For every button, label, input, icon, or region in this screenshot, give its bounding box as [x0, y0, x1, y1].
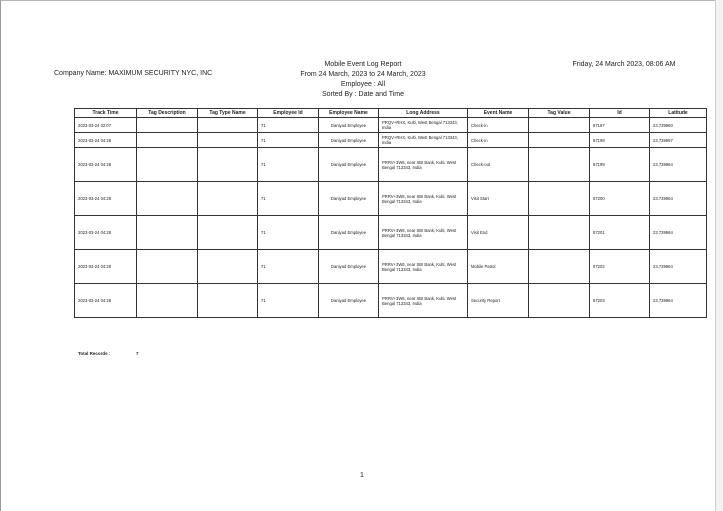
- cell-employee-name: Daniyad Employee: [319, 284, 379, 318]
- report-title: Mobile Event Log Report: [324, 61, 402, 68]
- col-latitude: Latitude: [650, 109, 707, 118]
- cell-tag-type-name: [198, 216, 258, 250]
- cell-latitude: 23.739964: [650, 250, 707, 284]
- cell-employee-name: Daniyad Employee: [319, 148, 379, 182]
- table-row: [75, 148, 707, 182]
- cell-employee-name: Daniyad Employee: [319, 182, 379, 216]
- cell-employee-id: 71: [258, 284, 319, 318]
- cell-id: 87203: [590, 284, 650, 318]
- cell-employee-name: Daniyad Employee: [319, 216, 379, 250]
- total-records-value: 7: [136, 351, 139, 356]
- table-row: [75, 118, 707, 133]
- col-tag-description: Tag Description: [137, 109, 198, 118]
- report-header: [263, 60, 463, 100]
- company-name: Company Name: MAXIMUM SECURITY NYC, INC: [54, 70, 213, 77]
- cell-id: 87202: [590, 250, 650, 284]
- cell-tag-value: [529, 284, 590, 318]
- cell-latitude: 23.739960: [650, 118, 707, 133]
- cell-long-address: PRRV+3W6, near SBI Bank, Kulti, West Bengal 713343, India: [379, 216, 468, 250]
- cell-latitude: 23.739964: [650, 284, 707, 318]
- cell-employee-name: Daniyad Employee: [319, 118, 379, 133]
- employee-filter: Employee : All: [340, 81, 386, 88]
- cell-employee-id: 71: [258, 216, 319, 250]
- table-header-row: [75, 109, 707, 118]
- cell-tag-description: [137, 118, 198, 133]
- cell-tag-description: [137, 250, 198, 284]
- table-row: [75, 250, 707, 284]
- cell-track-time: 2023-03-24 04:28: [75, 148, 137, 182]
- cell-event-name: Security Report: [468, 284, 529, 318]
- cell-latitude: 23.739964: [650, 182, 707, 216]
- cell-long-address: PRQV+RHX, Kulti, West Bengal 713343, India: [379, 118, 468, 133]
- col-long-address: Long Address: [379, 109, 468, 118]
- page-number: 1: [360, 472, 364, 479]
- cell-id: 87199: [590, 148, 650, 182]
- cell-tag-value: [529, 182, 590, 216]
- cell-tag-type-name: [198, 148, 258, 182]
- cell-tag-description: [137, 133, 198, 148]
- cell-employee-id: 71: [258, 118, 319, 133]
- cell-latitude: 23.739964: [650, 216, 707, 250]
- cell-tag-description: [137, 284, 198, 318]
- cell-tag-type-name: [198, 284, 258, 318]
- event-log-table: [74, 108, 707, 318]
- cell-track-time: 2023-03-24 04:28: [75, 182, 137, 216]
- cell-employee-id: 71: [258, 182, 319, 216]
- cell-event-name: Check-in: [468, 118, 529, 133]
- cell-tag-description: [137, 148, 198, 182]
- cell-long-address: PRRV+3W6, near SBI Bank, Kulti, West Bengal 713343, India: [379, 284, 468, 318]
- scrollbar[interactable]: [715, 0, 723, 511]
- cell-id: 87198: [590, 133, 650, 148]
- cell-track-time: 2023-03-24 04:28: [75, 284, 137, 318]
- table-row: [75, 216, 707, 250]
- cell-tag-value: [529, 216, 590, 250]
- cell-tag-value: [529, 133, 590, 148]
- col-id: Id: [590, 109, 650, 118]
- cell-tag-value: [529, 250, 590, 284]
- cell-tag-type-name: [198, 250, 258, 284]
- cell-employee-id: 71: [258, 148, 319, 182]
- cell-tag-value: [529, 148, 590, 182]
- cell-event-name: Check-out: [468, 148, 529, 182]
- cell-employee-name: Daniyad Employee: [319, 250, 379, 284]
- cell-tag-description: [137, 216, 198, 250]
- cell-tag-value: [529, 118, 590, 133]
- cell-tag-type-name: [198, 182, 258, 216]
- cell-tag-description: [137, 182, 198, 216]
- date-range: From 24 March, 2023 to 24 March, 2023: [300, 71, 426, 78]
- cell-track-time: 2023-03-24 04:28: [75, 250, 137, 284]
- cell-latitude: 23.739957: [650, 133, 707, 148]
- cell-tag-type-name: [198, 133, 258, 148]
- cell-employee-id: 71: [258, 133, 319, 148]
- col-tag-value: Tag Value: [529, 109, 590, 118]
- cell-track-time: 2023-03-24 04:28: [75, 216, 137, 250]
- cell-track-time: 2023-03-24 02:07: [75, 118, 137, 133]
- sort-order: Sorted By : Date and Time: [321, 91, 405, 98]
- col-track-time: Track Time: [75, 109, 137, 118]
- cell-track-time: 2023-03-24 04:28: [75, 133, 137, 148]
- cell-id: 87197: [590, 118, 650, 133]
- cell-long-address: PRRV+3W6, near SBI Bank, Kulti, West Bengal 713343, India: [379, 250, 468, 284]
- cell-event-name: Check-in: [468, 133, 529, 148]
- col-event-name: Event Name: [468, 109, 529, 118]
- print-date: Friday, 24 March 2023, 08:06 AM: [572, 61, 676, 68]
- total-records-label: Total Records :: [78, 351, 111, 356]
- cell-event-name: Visit Start: [468, 182, 529, 216]
- cell-latitude: 23.739964: [650, 148, 707, 182]
- table-row: [75, 284, 707, 318]
- cell-tag-type-name: [198, 118, 258, 133]
- table-row: [75, 133, 707, 148]
- cell-employee-id: 71: [258, 250, 319, 284]
- cell-long-address: PRRV+3W6, near SBI Bank, Kulti, West Bengal 713343, India: [379, 148, 468, 182]
- col-employee-id: Employee Id: [258, 109, 319, 118]
- total-records: [78, 351, 139, 356]
- cell-event-name: Mobile Patrol: [468, 250, 529, 284]
- col-employee-name: Employee Name: [319, 109, 379, 118]
- cell-long-address: PRRV+3W6, near SBI Bank, Kulti, West Bengal 713343, India: [379, 182, 468, 216]
- cell-id: 87201: [590, 216, 650, 250]
- cell-event-name: Visit End: [468, 216, 529, 250]
- cell-id: 87200: [590, 182, 650, 216]
- cell-long-address: PRQV+RHX, Kulti, West Bengal 713343, India: [379, 133, 468, 148]
- table-row: [75, 182, 707, 216]
- cell-employee-name: Daniyad Employee: [319, 133, 379, 148]
- col-tag-type-name: Tag Type Name: [198, 109, 258, 118]
